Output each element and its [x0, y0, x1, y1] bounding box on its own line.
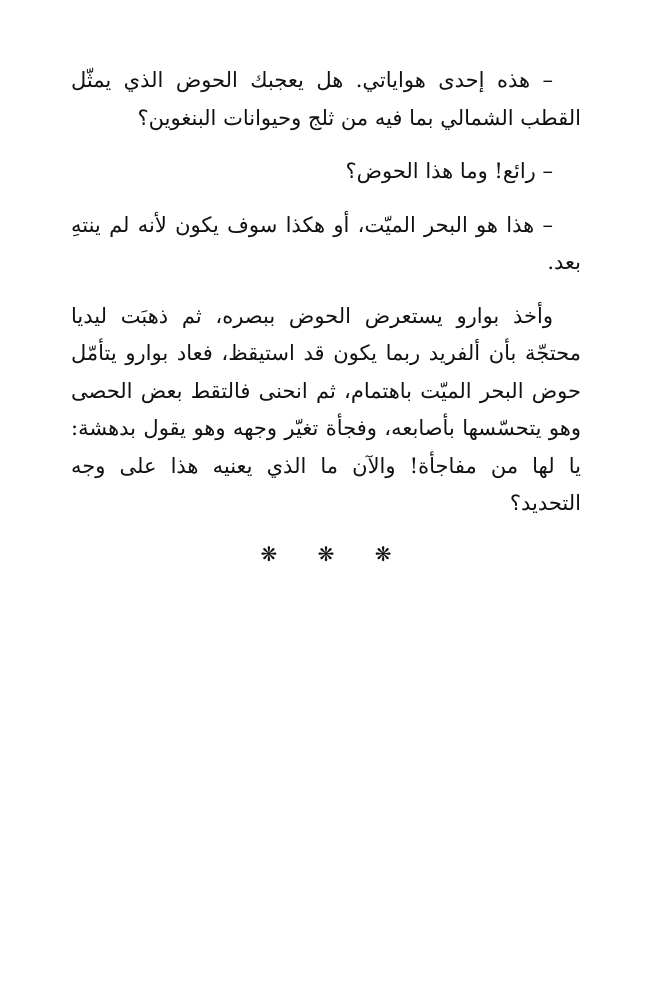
asterism-icon: ❋ [260, 541, 278, 566]
section-separator [71, 539, 581, 569]
paragraph-text: – هذه إحدى هواياتي. هل يعجبك الحوض الذي يمثّل القطب الشمالي بما فيه من ثلج وحيوانات البنغوين؟ [71, 68, 581, 130]
paragraph-text: وأخذ بوارو يستعرض الحوض ببصره، ثم ذهبَت ليديا محتجّة بأن ألفريد ربما يكون قد استيقظ، فعاد بوارو يتأمّل حوض البحر الميّت باهتمام، ثم انحنى فالتقط بعض الحصى وهو يتحسّسها بأصابعه، وفجأة تغيّر وجهه وهو يقول بدهشة: يا لها من مفاجأة! والآن ما الذي يعنيه هذا على وجه التحديد؟ [71, 303, 581, 515]
dialogue-paragraph-2 [71, 153, 581, 191]
paragraph-text: – رائع! وما هذا الحوض؟ [345, 159, 553, 183]
paragraph-text: – هذا هو البحر الميّت، أو هكذا سوف يكون لأنه لم ينتهِ بعد. [71, 212, 581, 274]
page-body [71, 62, 581, 569]
asterism-icon: ❋ [317, 541, 335, 566]
asterism-icon: ❋ [374, 541, 392, 566]
dialogue-paragraph-1 [71, 62, 581, 137]
dialogue-paragraph-3 [71, 207, 581, 282]
narrative-paragraph [71, 298, 581, 523]
